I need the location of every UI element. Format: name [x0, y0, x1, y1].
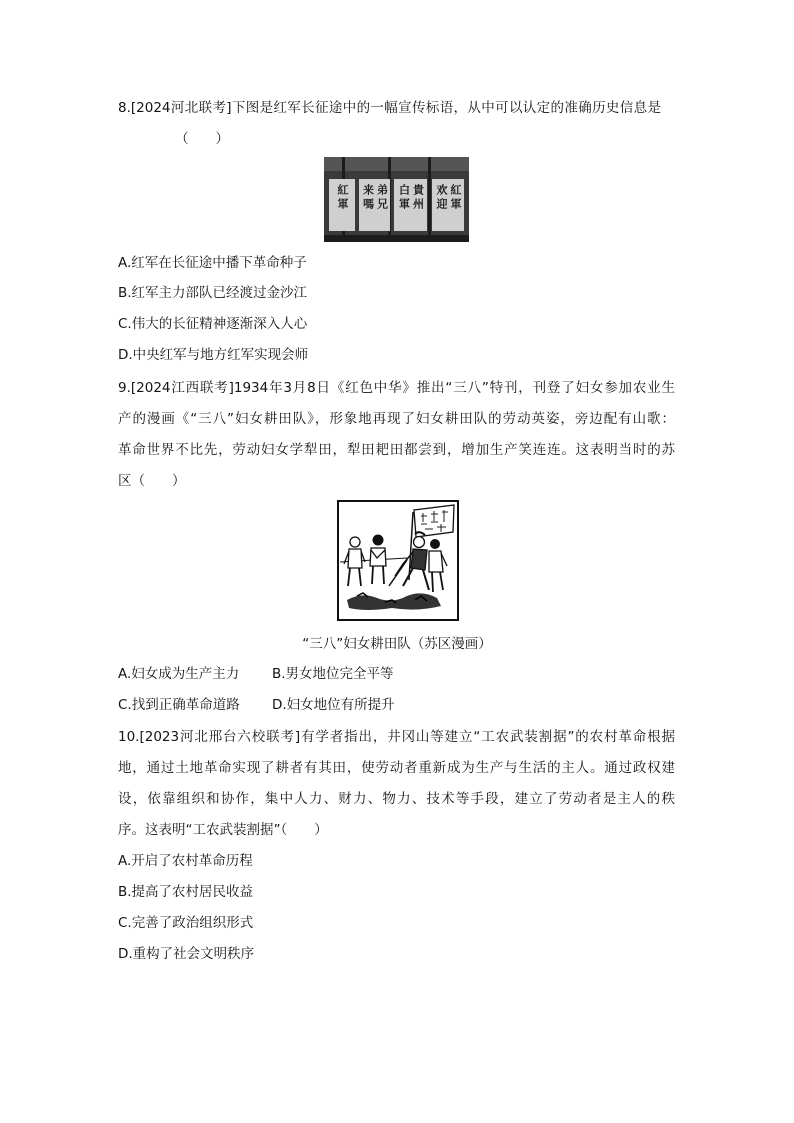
slogan-column: 白軍	[397, 184, 411, 212]
q8-option-a[interactable]: A.红军在长征途中播下革命种子	[118, 255, 307, 271]
q9-option-c[interactable]: C.找到正确革命道路	[118, 697, 240, 713]
q9-option-b[interactable]: B.男女地位完全平等	[272, 666, 394, 682]
slogan-panel-3	[394, 179, 427, 231]
photo-top-strip	[324, 157, 469, 171]
figure-head	[430, 539, 440, 549]
q9-cartoon-illustration	[337, 500, 459, 621]
q8-stem: 8.[2024河北联考]下图是红军长征途中的一幅宣传标语，从中可以认定的准确历史信息是	[118, 100, 661, 116]
q10-option-d[interactable]: D.重构了社会文明秩序	[118, 946, 255, 962]
q10-option-b[interactable]: B.提高了农村居民收益	[118, 884, 254, 900]
q9-stem-line-4: 区（ ）	[118, 473, 186, 489]
q9-option-a[interactable]: A.妇女成为生产主力	[118, 666, 240, 682]
slogan-panel-4	[432, 179, 464, 231]
q9-stem-line-2: 产的漫画《“三八”妇女耕田队》，形象地再现了妇女耕田队的劳动英姿，旁边配有山歌：	[118, 411, 675, 427]
figure-body	[411, 549, 427, 570]
q9-option-d[interactable]: D.妇女地位有所提升	[272, 697, 395, 713]
q10-stem-line-4: 序。这表明“工农武装割据”（ ）	[118, 822, 328, 838]
slogan-column: 来嗎	[361, 184, 375, 212]
q10-stem-line-2: 地，通过土地革命实现了耕者有其田，使劳动者重新成为生产与生活的主人。通过政权建	[118, 760, 675, 776]
q10-option-a[interactable]: A.开启了农村革命历程	[118, 853, 253, 869]
slogan-column: 貴州	[411, 184, 425, 212]
slogan-panel-1	[329, 179, 355, 231]
photo-frame-bar	[428, 157, 431, 242]
q8-answer-bracket: （ ）	[175, 131, 229, 147]
figure-body	[348, 549, 362, 568]
slogan-column: 紅軍	[449, 184, 462, 212]
figure-head	[373, 535, 384, 546]
slogan-column: 弟兄	[375, 184, 389, 212]
q8-slogan-photo	[324, 157, 469, 242]
slogan-column: 紅軍	[336, 184, 349, 212]
figure-head	[414, 537, 425, 548]
slogan-column: 欢迎	[435, 184, 448, 212]
q9-cartoon-caption: “三八”妇女耕田队（苏区漫画）	[302, 636, 492, 652]
photo-bottom-strip	[324, 235, 469, 242]
q8-option-c[interactable]: C.伟大的长征精神逐渐深入人心	[118, 316, 308, 332]
q8-option-d[interactable]: D.中央红军与地方红军实现会师	[118, 347, 309, 363]
q8-option-b[interactable]: B.红军主力部队已经渡过金沙江	[118, 285, 308, 301]
q9-stem-line-1: 9.[2024江西联考]1934年3月8日《红色中华》推出“三八”特刊，刊登了妇女参加农业生	[118, 380, 675, 396]
q9-stem-line-3: 革命世界不比先，劳动妇女学犁田，犁田耙田都尝到，增加生产笑连连。这表明当时的苏	[118, 442, 675, 458]
q10-stem-line-1: 10.[2023河北邢台六校联考]有学者指出，井冈山等建立“工农武装割据”的农村革命根据	[118, 729, 675, 745]
q10-option-c[interactable]: C.完善了政治组织形式	[118, 915, 254, 931]
figure-head	[350, 537, 360, 547]
q10-stem-line-3: 设，依靠组织和协作，集中人力、财力、物力、技术等手段，建立了劳动者是主人的秩	[118, 791, 675, 807]
slogan-panel-2	[359, 179, 390, 231]
